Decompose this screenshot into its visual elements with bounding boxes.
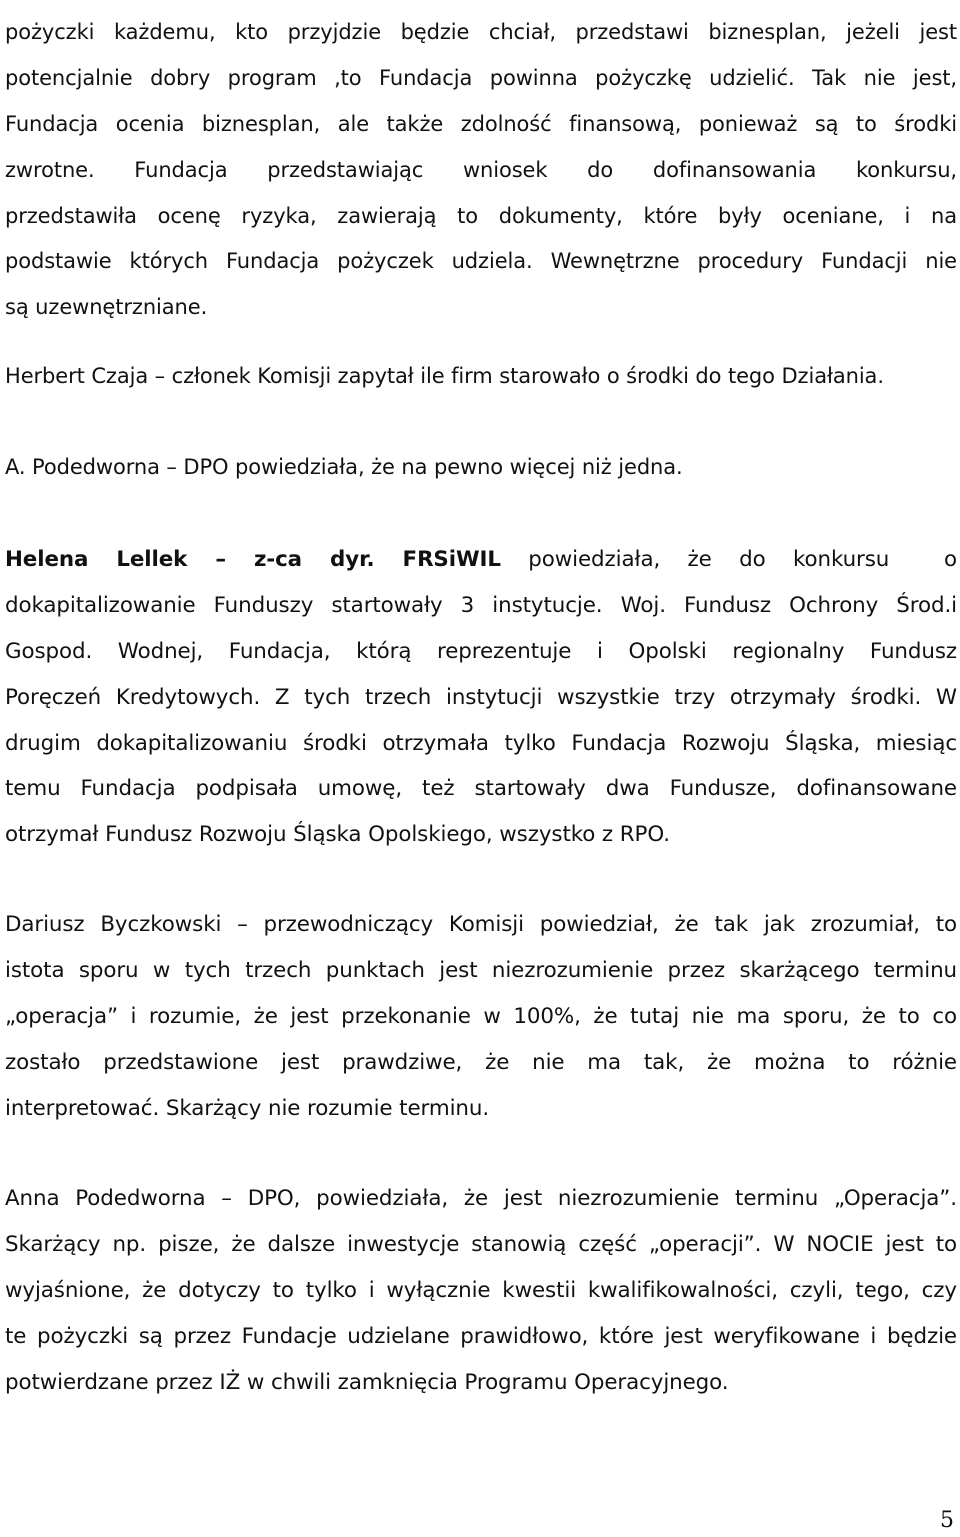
text-line: Skarżący np. pisze, że dalsze inwestycje stanowią część „operacji”. W NOCIE jest to (5, 1231, 957, 1257)
text-line: te pożyczki są przez Fundacje udzielane prawidłowo, które jest weryfikowane i będzie (5, 1323, 957, 1349)
text-line: Dariusz Byczkowski – przewodniczący Komisji powiedział, że tak jak zrozumiał, to (5, 912, 957, 937)
text-line: potwierdzane przez IŻ w chwili zamknięcia Programu Operacyjnego. (5, 1369, 729, 1395)
speaker-name: Helena Lellek – z-ca dyr. FRSiWIL (5, 547, 501, 572)
text-line: temu Fundacja podpisała umowę, też startowały dwa Fundusze, dofinansowane (5, 776, 957, 802)
text-line: Poręczeń Kredytowych. Z tych trzech instytucji wszystkie trzy otrzymały środki. W (5, 684, 957, 710)
text-line: zostało przedstawione jest prawdziwe, że nie ma tak, że można to różnie (5, 1049, 957, 1075)
text-line: Anna Podedworna – DPO, powiedziała, że jest niezrozumienie terminu „Operacja”. (5, 1186, 957, 1211)
text-line (5, 537, 957, 583)
text-line: podstawie których Fundacja pożyczek udziela. Wewnętrzne procedury Fundacji nie (5, 249, 957, 274)
text-line: dokapitalizowanie Funduszy startowały 3 instytucje. Woj. Fundusz Ochrony Środ.i (5, 592, 957, 618)
text-line: przedstawiła ocenę ryzyka, zawierają to dokumenty, które były oceniane, i na (5, 203, 957, 228)
text-line: pożyczki każdemu, kto przyjdzie będzie chciał, przedstawi biznesplan, jeżeli jest (5, 20, 957, 44)
text-line: drugim dokapitalizowaniu środki otrzymała tylko Fundacja Rozwoju Śląska, miesiąc (5, 730, 957, 756)
paragraph-dariusz-byczkowski (5, 902, 957, 1131)
paragraph-a-podedworna: A. Podedworna – DPO powiedziała, że na pewno więcej niż jedna. (5, 455, 683, 479)
text-line: interpretować. Skarżący nie rozumie terminu. (5, 1095, 490, 1121)
text-line: Fundacja ocenia biznesplan, ale także zdolność finansową, ponieważ są to środki (5, 111, 957, 136)
text-line: są uzewnętrzniane. (5, 295, 208, 320)
text-line: potencjalnie dobry program ,to Fundacja powinna pożyczkę udzielić. Tak nie jest, (5, 65, 957, 90)
text-line: wyjaśnione, że dotyczy to tylko i wyłącznie kwestii kwalifikowalności, czyli, tego, czy (5, 1277, 957, 1303)
page-number: 5 (940, 1508, 954, 1533)
text-line: otrzymał Fundusz Rozwoju Śląska Opolskiego, wszystko z RPO. (5, 822, 670, 848)
paragraph-foundation-loans (5, 10, 957, 331)
text-fragment: powiedziała, że do konkursu o (500, 547, 957, 572)
text-line: zwrotne. Fundacja przedstawiając wniosek do dofinansowania konkursu, (5, 157, 957, 182)
paragraph-anna-podedworna (5, 1176, 957, 1405)
text-line: Gospod. Wodnej, Fundacja, którą reprezentuje i Opolski regionalny Fundusz (5, 638, 957, 664)
text-line: istota sporu w tych trzech punktach jest niezrozumienie przez skarżącego terminu (5, 957, 957, 983)
text-line: „operacja” i rozumie, że jest przekonanie w 100%, że tutaj nie ma sporu, że to co (5, 1003, 957, 1029)
paragraph-herbert-czaja: Herbert Czaja – członek Komisji zapytał ile firm starowało o środki do tego Działania. (5, 364, 884, 388)
paragraph-helena-lellek (5, 537, 957, 858)
